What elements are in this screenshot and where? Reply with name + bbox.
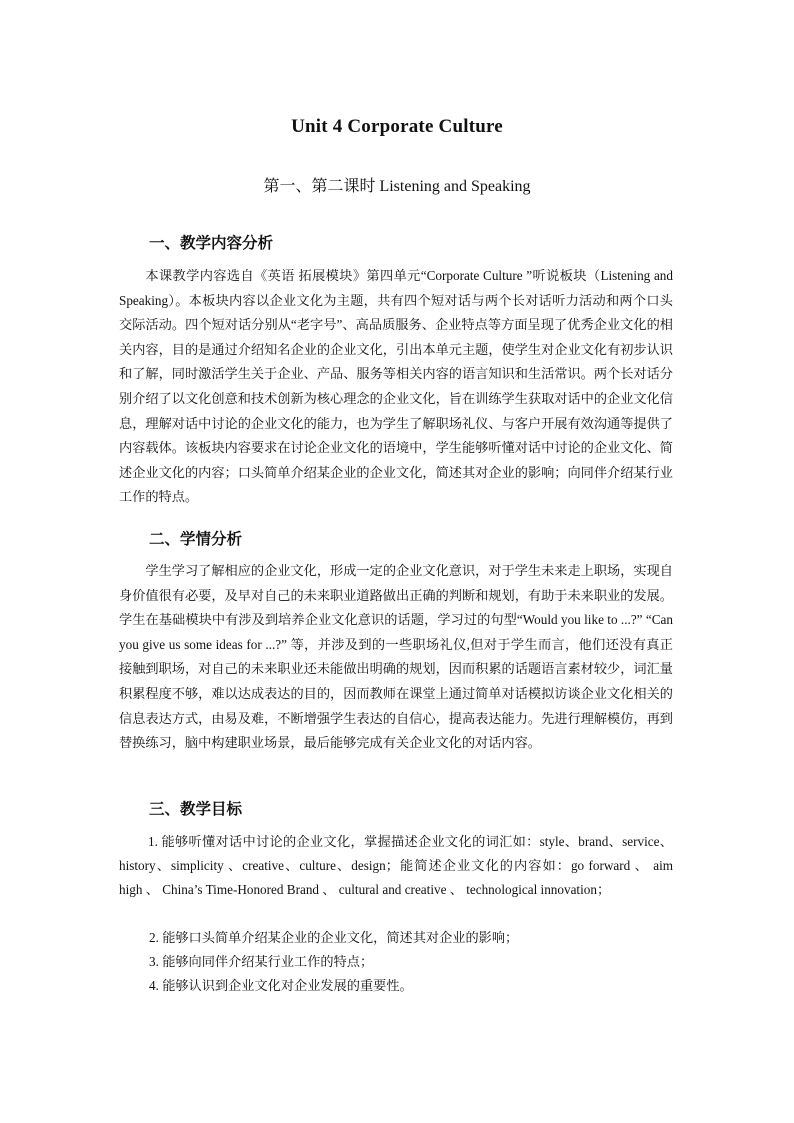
lesson-subtitle: 第一、第二课时 Listening and Speaking bbox=[263, 178, 531, 195]
section-paragraph-student-analysis: 学生学习了解相应的企业文化，形成一定的企业文化意识，对于学生未来走上职场，实现自身价值很有必要，及早对自己的未来职业道路做出正确的判断和规划，有助于未来职业的发展。学生在基础模块中有涉及到培养企业文化意识的话题，学习过的句型“Would you like to ...?” “Can you give us some ideas for ...?” 等，并涉及到的一些职场礼仪,但对于学生而言，他们还没有真正接触到职场，对自己的未来职业还未能做出明确的规划，因而积累的话题语言素材较少，词汇量积累程度不够，难以达成表达的目的，因而教师在课堂上通过简单对话模拟访谈企业文化相关的信息表达方式，由易及难，不断增强学生表达的自信心，提高表达能力。先进行理解模仿，再到替换练习，脑中构建职业场景，最后能够完成有关企业文化的对话内容。 bbox=[119, 563, 673, 751]
section-heading-teaching-goals: 三、教学目标 bbox=[149, 801, 243, 818]
goal-item: 1. 能够听懂对话中讨论的企业文化，掌握描述企业文化的词汇如：style、brand、service、history、simplicity 、creative、culture、design；能简述企业文化的内容如：go forward 、 aim high 、 China’s Time-Honored Brand 、 cultural and creative 、 technological innovation； bbox=[119, 834, 673, 897]
goal-item: 3. 能够向同伴介绍某行业工作的特点； bbox=[149, 954, 374, 969]
section-heading-student-analysis: 二、学情分析 bbox=[149, 531, 243, 548]
goal-item: 2. 能够口头简单介绍某企业的企业文化，简述其对企业的影响； bbox=[149, 930, 519, 945]
section-heading-content-analysis: 一、教学内容分析 bbox=[149, 235, 274, 252]
section-paragraph-content-analysis: 本课教学内容选自《英语 拓展模块》第四单元“Corporate Culture ”听说板块（Listening and Speaking）。本板块内容以企业文化为主题，共有四个短对话与两个长对话听力活动和两个口头交际活动。四个短对话分别从“老字号”、高品质服务、企业特点等方面呈现了优秀企业文化的相关内容，目的是通过介绍知名企业的企业文化，引出本单元主题，使学生对企业文化有初步认识和了解，同时激活学生关于企业、产品、服务等相关内容的语言知识和生活常识。两个长对话分别介绍了以文化创意和技术创新为核心理念的企业文化，旨在训练学生获取对话中的企业文化信息，理解对话中讨论的企业文化的能力，也为学生了解职场礼仪、与客户开展有效沟通等提供了内容载体。该板块内容要求在讨论企业文化的语境中，学生能够听懂对话中讨论的企业文化、简述企业文化的内容；口头简单介绍某企业的企业文化，简述其对企业的影响；向同伴介绍某行业工作的特点。 bbox=[119, 268, 673, 505]
document-title: Unit 4 Corporate Culture bbox=[291, 116, 503, 137]
goal-item: 4. 能够认识到企业文化对企业发展的重要性。 bbox=[149, 978, 413, 993]
